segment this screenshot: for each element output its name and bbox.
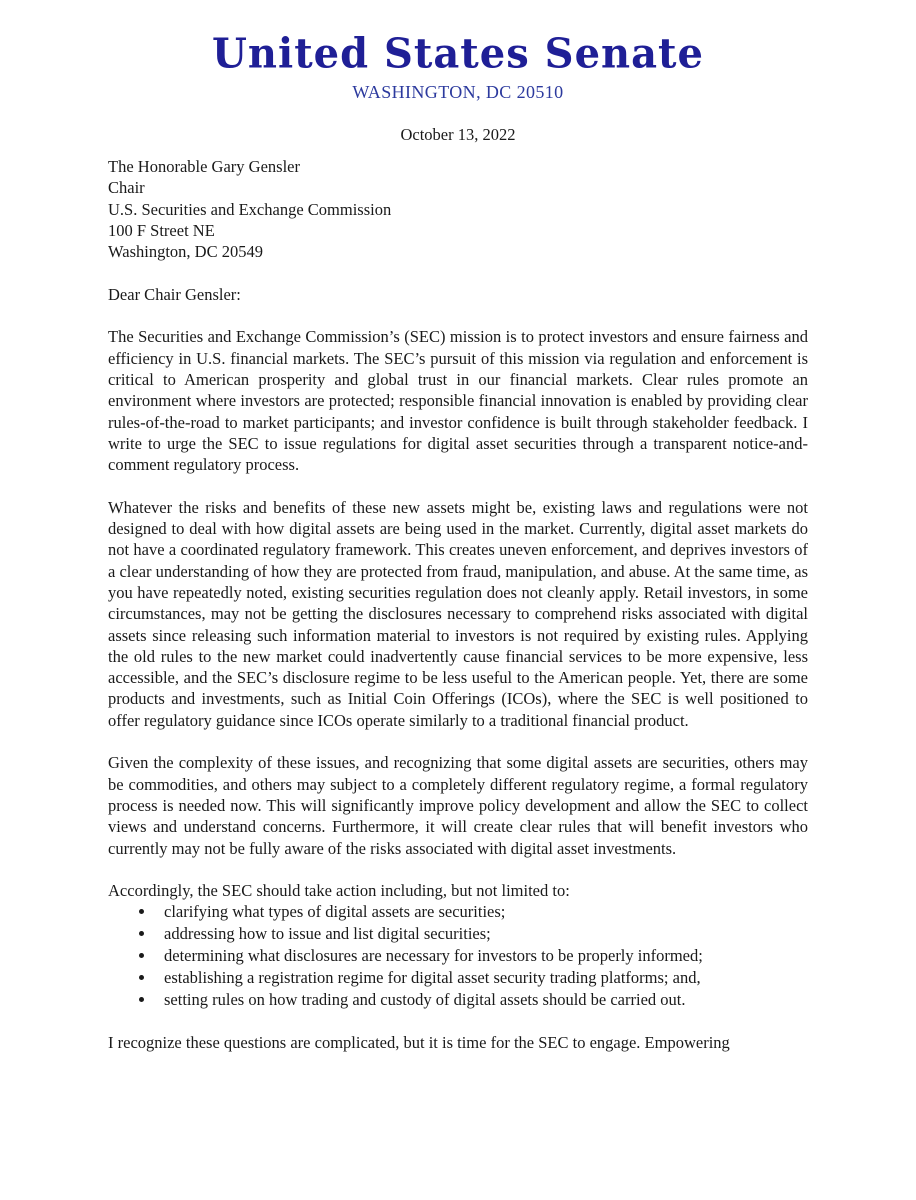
paragraph-closing: I recognize these questions are complicated, but it is time for the SEC to engage. Empowering xyxy=(108,1033,730,1053)
paragraph-mission: The Securities and Exchange Commission’s (SEC) mission is to protect investors and ensure fairness and efficiency in U.S. financial markets. The SEC’s pursuit of this mission via regulation and enforcement is critical to American prosperity and global trust in our financial markets. Clear rules promote an environment where investors are protected; responsible financial innovation is enabled by providing clear rules-of-the-road to market participants; and investor confidence is built through stakeholder feedback. I write to urge the SEC to issue regulations for digital asset securities through a transparent notice-and-comment regulatory process. xyxy=(108,327,808,475)
list-item: • clarifying what types of digital assets are securities; xyxy=(156,901,808,923)
action-list xyxy=(108,901,808,1011)
paragraph-formal-process: Given the complexity of these issues, and recognizing that some digital assets are securities, others may be commodities, and others may subject to a completely different regulatory regime, a formal regulatory process is needed now. This will significantly improve policy development and allow the SEC to collect views and understand concerns. Furthermore, it will create clear rules that will benefit investors who currently may not be fully aware of the risks associated with digital asset investments. xyxy=(108,753,808,858)
list-item: • addressing how to issue and list digital securities; xyxy=(156,923,808,945)
list-item: • establishing a registration regime for digital asset security trading platforms; and, xyxy=(156,967,808,989)
recipient-street: 100 F Street NE xyxy=(108,220,215,240)
recipient-name: The Honorable Gary Gensler xyxy=(108,157,300,176)
salutation: Dear Chair Gensler: xyxy=(108,284,241,304)
letter-date: October 13, 2022 xyxy=(400,125,516,144)
recipient-city: Washington, DC 20549 xyxy=(108,242,263,262)
recipient-organization: U.S. Securities and Exchange Commission xyxy=(108,199,392,219)
recipient-address-block xyxy=(108,156,808,262)
paragraph-existing-laws: Whatever the risks and benefits of these new assets might be, existing laws and regulations were not designed to deal with how digital assets are being used in the market. Currently, digital asset markets do not have a coordinated regulatory framework. This creates uneven enforcement, and deprives investors of a clear understanding of how they are protected from fraud, manipulation, and abuse. At the same time, as you have repeatedly noted, existing securities regulation does not cleanly apply. Retail investors, in some circumstances, may not be getting the disclosures necessary to comprehend risks associated with digital assets since releasing such information material to investors is not required by existing rules. Applying the old rules to the new market could inadvertently cause financial services to be more expensive, less accessible, and the SEC’s disclosure regime to be less useful to the American people. Yet, there are some products and investments, such as Initial Coin Offerings (ICOs), where the SEC is well positioned to offer regulatory guidance since ICOs operate similarly to a traditional financial product. xyxy=(108,497,808,730)
letterhead xyxy=(108,30,808,103)
list-item: • determining what disclosures are necessary for investors to be properly informed; xyxy=(156,945,808,967)
recipient-title: Chair xyxy=(108,178,145,198)
letterhead-address: WASHINGTON, DC 20510 xyxy=(352,82,564,102)
senate-wordmark: United States Senate xyxy=(212,29,704,78)
list-item: • setting rules on how trading and custody of digital assets should be carried out. xyxy=(156,989,808,1011)
action-list-intro: Accordingly, the SEC should take action including, but not limited to: xyxy=(108,881,570,901)
